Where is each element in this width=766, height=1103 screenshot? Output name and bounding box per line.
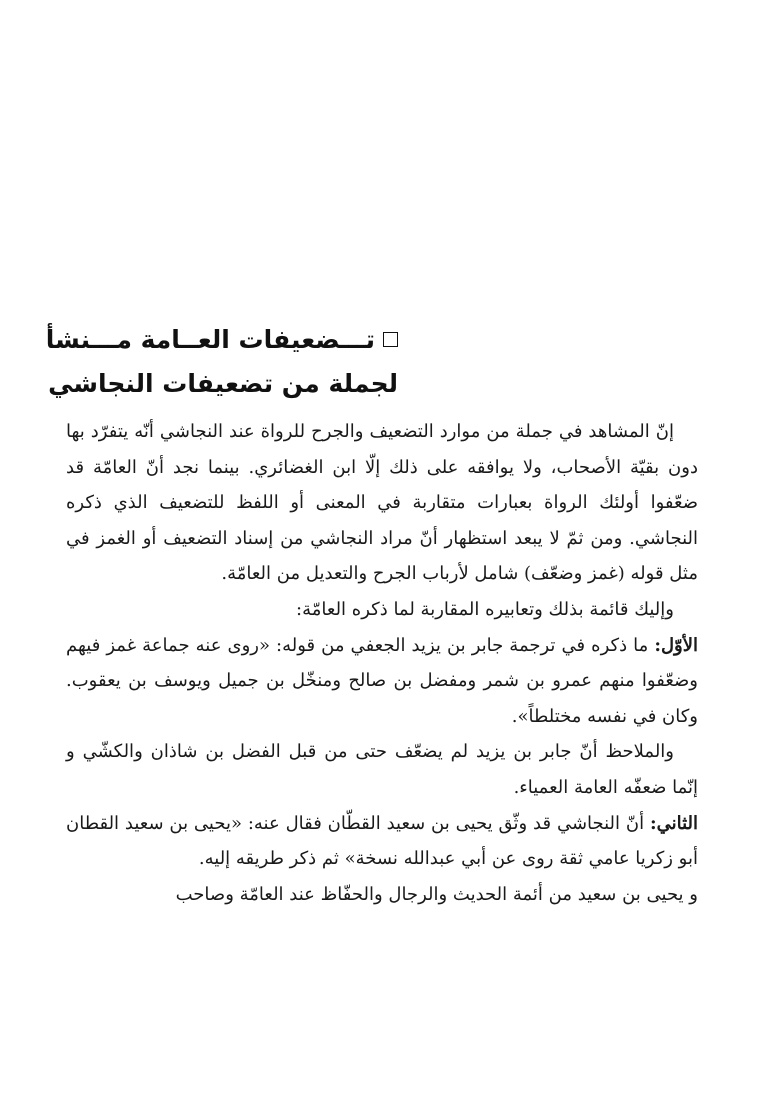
heading-line-1 bbox=[45, 318, 398, 362]
second-item-label: الثاني: bbox=[649, 812, 698, 834]
first-item-paragraph bbox=[66, 628, 698, 735]
last-line-paragraph: و يحيى بن سعيد من أئمة الحديث والرجال والحفّاظ عند العامّة وصاحب bbox=[175, 883, 698, 905]
heading-line-2: لجملة من تضعيفات النجاشي bbox=[48, 369, 398, 398]
heading-line-1-text: تـــضعيفات العــامة مـــنشأ bbox=[45, 325, 375, 354]
second-item-paragraph bbox=[66, 806, 698, 877]
intro-paragraph: إنّ المشاهد في جملة من موارد التضعيف والجرح للرواة عند النجاشي أنّه يتفرّد بها دون بقيّة الأصحاب، ولا يوافقه على ذلك إلّا ابن الغضائري. بينما نجد أنّ العامّة قد ضعّفوا أولئك الرواة بعبارات متقاربة في المعنى أو اللفظ للتضعيف الذي ذكره النجاشي. ومن ثمّ لا يبعد استظهار أنّ مراد النجاشي من إسناد التضعيف أو الغمز في مثل قوله (غمز وضعّف) شامل لأرباب الجرح والتعديل من العامّة. bbox=[66, 421, 698, 585]
list-intro-paragraph: وإليك قائمة بذلك وتعابيره المقاربة لما ذكره العامّة: bbox=[296, 598, 674, 620]
section-heading bbox=[45, 318, 398, 406]
first-item-text: ما ذكره في ترجمة جابر بن يزيد الجعفي من قوله: «روى عنه جماعة غمز فيهم وضعّفوا منهم عمرو بن شمر ومفضل بن صالح ومنخّل بن جميل ويوسف بن يعقوب. وكان في نفسه مختلطاً». bbox=[66, 634, 698, 727]
body-text bbox=[66, 414, 698, 912]
square-bullet-icon bbox=[383, 332, 398, 347]
second-item-text: أنّ النجاشي قد وثّق يحيى بن سعيد القطّان فقال عنه: «يحيى بن سعيد القطان أبو زكريا عامي ثقة روى عن أبي عبدالله نسخة» ثم ذكر طريقه إليه. bbox=[66, 812, 698, 870]
remark-paragraph: والملاحظ أنّ جابر بن يزيد لم يضعّف حتى من قبل الفضل بن شاذان والكشّي و إنّما ضعفّه العامة العمياء. bbox=[66, 741, 698, 798]
first-item-label: الأوّل: bbox=[654, 634, 698, 656]
